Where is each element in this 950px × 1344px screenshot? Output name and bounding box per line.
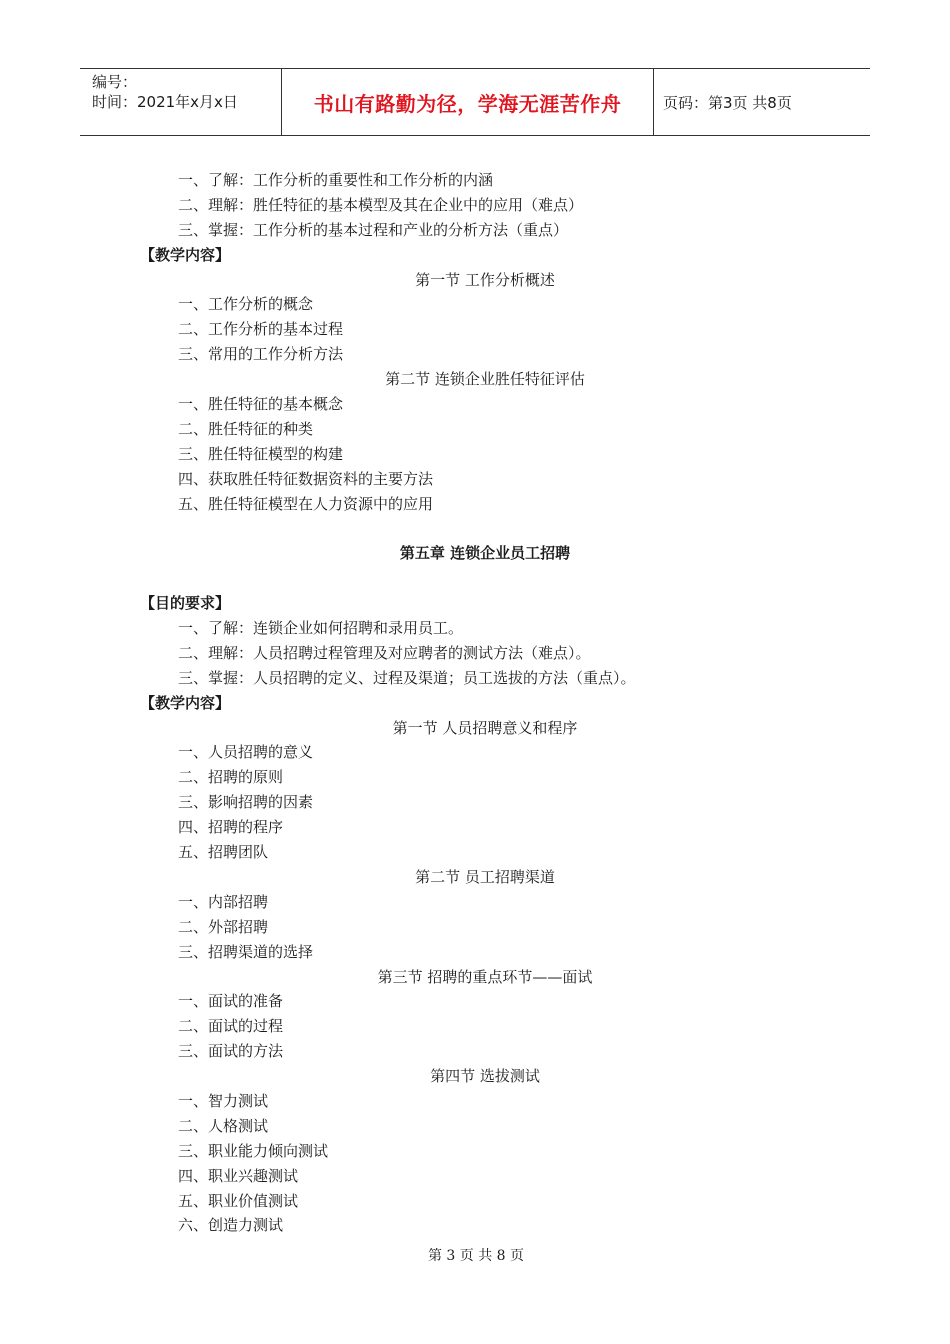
section-title: 第三节 招聘的重点环节——面试	[377, 967, 593, 986]
objective-item: 二、理解：胜任特征的基本模型及其在企业中的应用（难点）	[178, 195, 584, 214]
list-item: 二、面试的过程	[178, 1017, 284, 1036]
number-label: 编号：	[92, 73, 138, 91]
list-item: 二、外部招聘	[178, 917, 269, 936]
list-item: 三、常用的工作分析方法	[178, 345, 344, 364]
time-label: 时间：2021年x月x日	[92, 93, 238, 111]
section-title: 第四节 选拔测试	[430, 1067, 540, 1086]
list-item: 二、工作分析的基本过程	[178, 320, 344, 339]
section-heading: 【教学内容】	[140, 693, 231, 712]
page-header	[80, 68, 870, 136]
section-title: 第一节 工作分析概述	[415, 270, 555, 289]
section-title: 第二节 员工招聘渠道	[415, 867, 555, 886]
list-item: 五、职业价值测试	[178, 1191, 299, 1210]
list-item: 三、职业能力倾向测试	[178, 1141, 329, 1160]
list-item: 三、面试的方法	[178, 1042, 284, 1061]
objective-item: 二、理解：人员招聘过程管理及对应聘者的测试方法（难点）。	[178, 643, 591, 662]
list-item: 四、职业兴趣测试	[178, 1166, 299, 1185]
list-item: 一、胜任特征的基本概念	[178, 395, 344, 414]
list-item: 三、招聘渠道的选择	[178, 942, 314, 961]
objective-item: 一、了解：工作分析的重要性和工作分析的内涵	[178, 171, 494, 189]
spacer	[140, 566, 830, 591]
list-item: 一、面试的准备	[178, 992, 284, 1011]
section-heading: 【教学内容】	[140, 245, 231, 264]
chapter-title: 第五章 连锁企业员工招聘	[399, 544, 571, 563]
list-item: 四、获取胜任特征数据资料的主要方法	[178, 469, 434, 488]
section-title: 第二节 连锁企业胜任特征评估	[385, 370, 585, 389]
list-item: 一、工作分析的概念	[178, 295, 314, 314]
section-heading: 【目的要求】	[140, 594, 231, 613]
list-item: 六、创造力测试	[178, 1216, 284, 1235]
list-item: 一、内部招聘	[178, 892, 269, 911]
list-item: 二、胜任特征的种类	[178, 419, 314, 438]
list-item: 五、招聘团队	[178, 843, 269, 862]
list-item: 一、人员招聘的意义	[178, 743, 314, 762]
header-motto: 书山有路勤为径，学海无涯苦作舟	[282, 69, 654, 135]
list-item: 三、胜任特征模型的构建	[178, 444, 344, 463]
page-footer: 第 3 页 共 8 页	[427, 1248, 525, 1264]
document-body	[140, 168, 830, 1238]
objective-item: 三、掌握：工作分析的基本过程和产业的分析方法（重点）	[178, 220, 569, 239]
list-item: 二、招聘的原则	[178, 768, 284, 787]
section-title: 第一节 人员招聘意义和程序	[392, 718, 578, 737]
objective-item: 三、掌握：人员招聘的定义、过程及渠道；员工选拔的方法（重点）。	[178, 668, 636, 687]
list-item: 五、胜任特征模型在人力资源中的应用	[178, 494, 434, 513]
header-meta	[80, 69, 282, 135]
list-item: 二、人格测试	[178, 1116, 269, 1135]
objective-item: 一、了解：连锁企业如何招聘和录用员工。	[178, 619, 464, 638]
spacer	[140, 516, 830, 541]
header-page-number: 页码：第3页 共8页	[663, 93, 792, 112]
list-item: 四、招聘的程序	[178, 818, 284, 837]
list-item: 一、智力测试	[178, 1091, 269, 1110]
list-item: 三、影响招聘的因素	[178, 793, 314, 812]
